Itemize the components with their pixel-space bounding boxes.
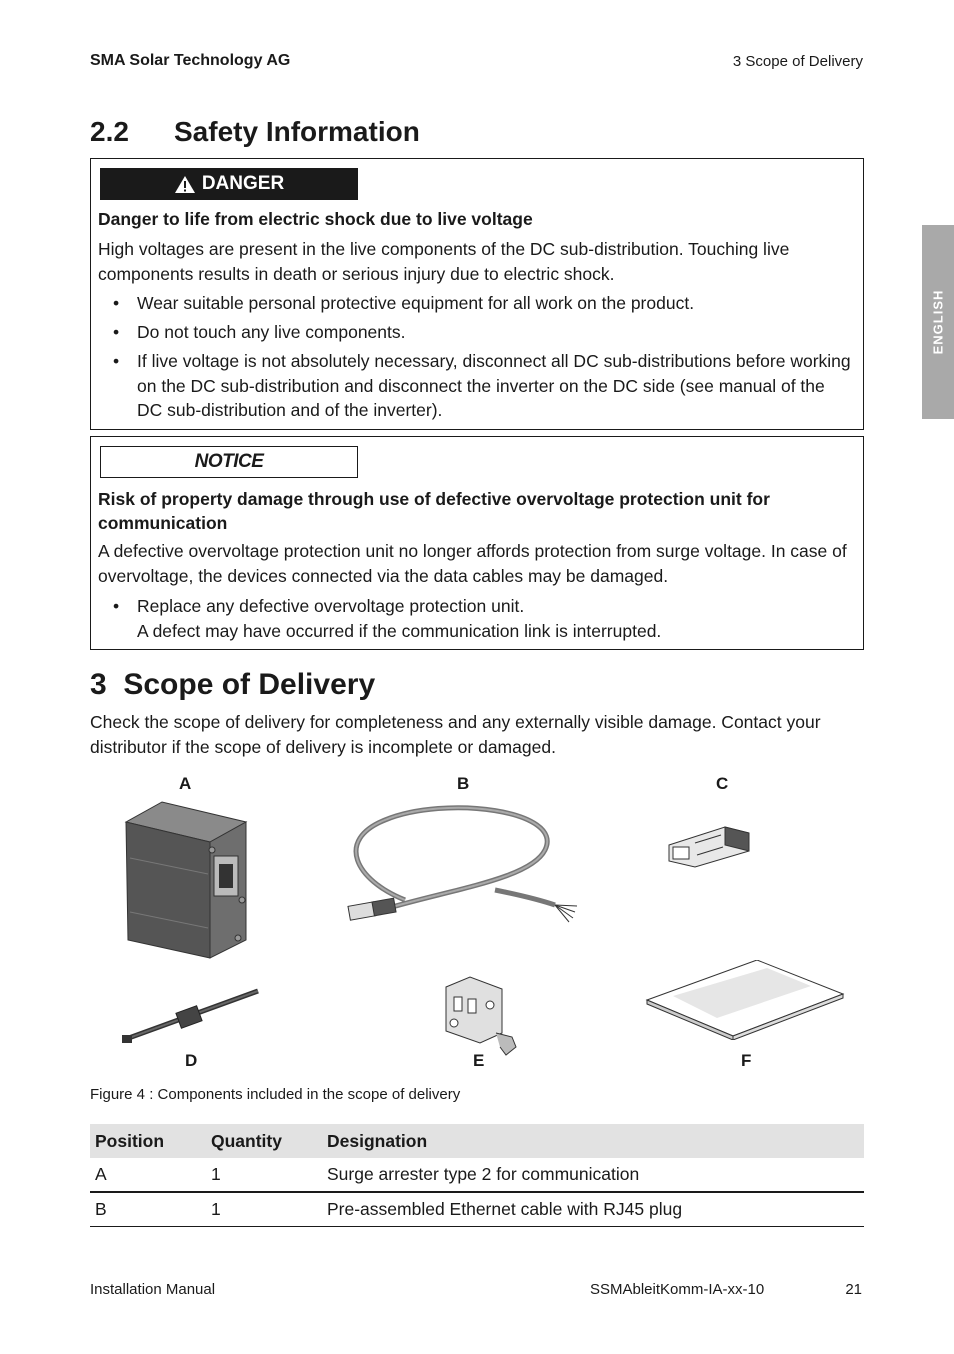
notice-bullet-list <box>98 594 851 648</box>
chapter-title: Scope of Delivery <box>123 668 376 701</box>
section-heading <box>90 116 420 148</box>
figure-letter-c: C <box>716 774 729 793</box>
language-tab-label: ENGLISH <box>930 289 946 355</box>
figure-letter-e: E <box>473 1051 485 1070</box>
table-header-row <box>90 1124 864 1158</box>
notice-label: NOTICE <box>100 446 358 478</box>
list-item: • Replace any defective overvoltage protection unit. A defect may have occurred if the communication link is interrupted. <box>113 596 662 641</box>
cable-tie-illustration <box>118 985 268 1050</box>
footer-document-id: SSMAbleitKomm-IA-xx-10 <box>590 1281 765 1298</box>
danger-label-text: DANGER <box>201 173 285 194</box>
column-header-position: Position <box>90 1124 206 1158</box>
intro-paragraph: Check the scope of delivery for completeness and any externally visible damage. Contact your distributor if the scope of delivery is incomplete or damaged. <box>90 712 821 757</box>
column-header-designation: Designation <box>322 1124 864 1158</box>
language-tab <box>922 225 954 419</box>
table-cell: 1 <box>206 1158 322 1192</box>
table-cell: 1 <box>206 1192 322 1227</box>
list-item: • Wear suitable personal protective equipment for all work on the product. <box>113 293 695 313</box>
scope-of-delivery-table <box>90 1124 864 1227</box>
header-company: SMA Solar Technology AG <box>90 52 291 69</box>
chapter-number: 3 <box>90 668 107 701</box>
din-rail-adapter-illustration <box>440 975 520 1060</box>
table-cell: B <box>90 1192 206 1227</box>
table-cell: Pre-assembled Ethernet cable with RJ45 plug <box>322 1192 864 1227</box>
danger-label <box>100 168 358 200</box>
danger-title: Danger to life from electric shock due to live voltage <box>98 209 533 229</box>
figure-letter-d: D <box>185 1051 198 1070</box>
notice-title: Risk of property damage through use of defective overvoltage protection unit for communication <box>98 489 770 533</box>
table-row <box>90 1192 864 1227</box>
table-row <box>90 1158 864 1192</box>
section-number: 2.2 <box>90 116 129 147</box>
manual-illustration <box>645 960 845 1040</box>
header-section: 3 Scope of Delivery <box>732 53 863 70</box>
danger-box <box>90 158 864 430</box>
chapter-heading <box>90 668 375 702</box>
figure-caption: Figure 4 : Components included in the scope of delivery <box>90 1086 461 1103</box>
column-header-quantity: Quantity <box>206 1124 322 1158</box>
table-cell: A <box>90 1158 206 1192</box>
page-number: 21 <box>845 1281 862 1298</box>
surge-arrester-illustration <box>120 800 250 960</box>
notice-box <box>90 436 864 650</box>
ethernet-cable-illustration <box>345 800 580 930</box>
section-title: Safety Information <box>174 116 420 147</box>
danger-bullet-list <box>98 291 851 427</box>
list-item: • Do not touch any live components. <box>113 322 406 342</box>
list-item: • If live voltage is not absolutely necessary, disconnect all DC sub-distributions before working on the DC sub-distribution and disconnect the inverter on the DC side (see manual of the DC sub-distribution and of the inverter). <box>113 351 851 420</box>
notice-text: A defective overvoltage protection unit no longer affords protection from surge voltage. In case of overvoltage, the devices connected via the data cables may be damaged. <box>98 541 847 586</box>
danger-text: High voltages are present in the live components of the DC sub-distribution. Touching live components results in death or serious injury due to electric shock. <box>98 239 790 284</box>
figure-letter-f: F <box>741 1051 752 1070</box>
figure-letter-a: A <box>179 774 192 793</box>
notice-bullet-subtext: A defect may have occurred if the communication link is interrupted. <box>137 620 662 641</box>
warning-icon <box>174 175 196 194</box>
rj45-plug-illustration <box>665 815 755 870</box>
table-cell: Surge arrester type 2 for communication <box>322 1158 864 1192</box>
footer-manual-title: Installation Manual <box>90 1281 216 1298</box>
figure-letter-b: B <box>457 774 470 793</box>
